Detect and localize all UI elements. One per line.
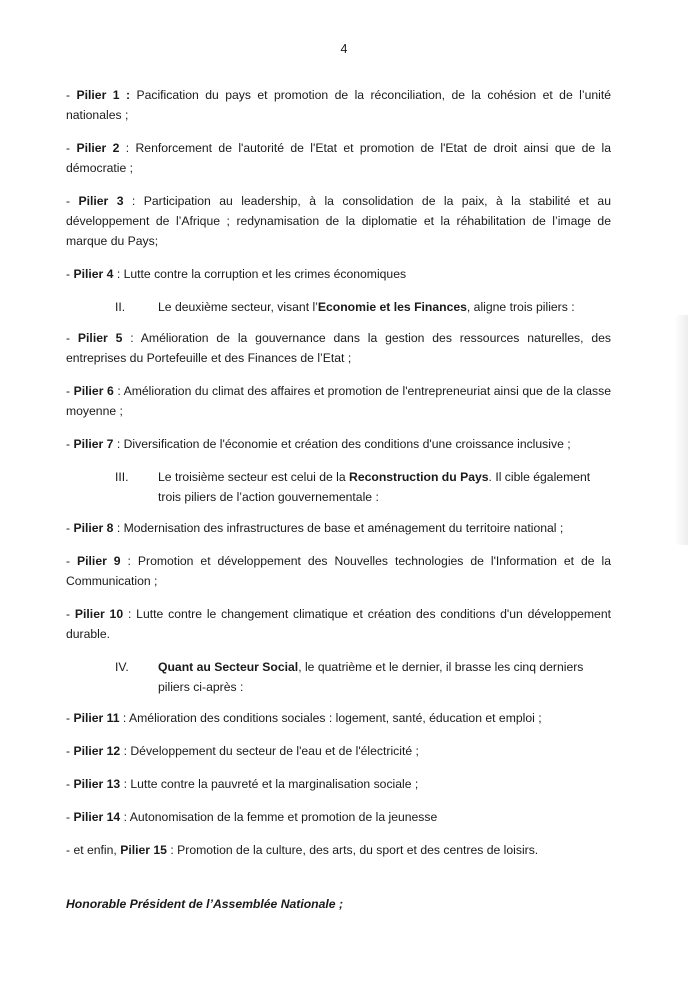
paragraph-pilier-10: - Pilier 10 : Lutte contre le changement climatique et création des conditions d'un développement durable. — [66, 607, 611, 641]
paragraph-pilier-5: - Pilier 5 : Amélioration de la gouvernance dans la gestion des ressources naturelles, des entreprises du Portefeuille et des Finances de l’Etat ; — [66, 331, 611, 365]
sector-number: IV. — [115, 660, 129, 674]
pilier-label: Pilier 8 — [73, 521, 114, 535]
pilier-label: Pilier 14 — [73, 810, 121, 824]
paragraph-pilier-13: - Pilier 13 : Lutte contre la pauvreté et la marginalisation sociale ; — [66, 777, 419, 791]
paragraph-pilier-11: - Pilier 11 : Amélioration des conditions sociales : logement, santé, éducation et emploi ; — [66, 711, 542, 725]
pilier-label: Pilier 3 — [78, 194, 124, 208]
sector-title: Economie et les Finances — [317, 300, 467, 314]
pilier-label: Pilier 6 — [73, 384, 114, 398]
sector-number: II. — [115, 300, 126, 314]
pilier-label: Pilier 1 : — [76, 88, 131, 102]
pilier-label: Pilier 4 — [73, 267, 114, 281]
document-body — [66, 85, 611, 927]
paragraph-pilier-12: - Pilier 12 : Développement du secteur de l'eau et de l'électricité ; — [66, 744, 419, 758]
sector-number: III. — [115, 470, 129, 484]
sector-title: Quant au Secteur Social — [158, 660, 299, 674]
pilier-label: Pilier 11 — [73, 711, 120, 725]
paragraph-pilier-3: - Pilier 3 : Participation au leadership, à la consolidation de la paix, à la stabilité et au développement de l’Afrique ; redynamisation de la diplomatie et la réhabilitation de l’image de marque du Pays; — [66, 194, 611, 248]
pilier-label: Pilier 5 — [77, 331, 123, 345]
pilier-label: Pilier 2 — [76, 141, 120, 155]
paragraph-pilier-4: - Pilier 4 : Lutte contre la corruption et les crimes économiques — [66, 267, 407, 281]
paragraph-pilier-7: - Pilier 7 : Diversification de l'économie et création des conditions d'une croissance inclusive ; — [66, 437, 571, 451]
sector-4-heading: IV. Quant au Secteur Social, le quatrième et le dernier, il brasse les cinq derniers piliers ci-après : — [66, 657, 611, 697]
pilier-label: Pilier 9 — [77, 554, 121, 568]
page-number: 4 — [340, 42, 348, 56]
sector-2-heading: II. Le deuxième secteur, visant l’Economie et les Finances, aligne trois piliers : — [66, 297, 611, 317]
sector-3-heading: III. Le troisième secteur est celui de la Reconstruction du Pays. Il cible également trois piliers de l’action gouvernementale : — [66, 467, 611, 507]
paragraph-pilier-8: - Pilier 8 : Modernisation des infrastructures de base et aménagement du territoire national ; — [66, 521, 564, 535]
pilier-label: Pilier 10 — [74, 607, 124, 621]
paragraph-pilier-1: - Pilier 1 : Pacification du pays et promotion de la réconciliation, de la cohésion et de l’unité nationales ; — [66, 88, 611, 122]
paragraph-pilier-9: - Pilier 9 : Promotion et développement des Nouvelles technologies de l'Information et de la Communication ; — [66, 554, 611, 588]
pilier-label: Pilier 15 — [120, 843, 167, 857]
paragraph-pilier-6: - Pilier 6 : Amélioration du climat des affaires et promotion de l'entrepreneuriat ainsi que de la classe moyenne ; — [66, 384, 611, 418]
sector-title: Reconstruction du Pays — [349, 470, 489, 484]
pilier-label: Pilier 13 — [73, 777, 121, 791]
pilier-label: Pilier 7 — [73, 437, 114, 451]
pilier-label: Pilier 12 — [73, 744, 121, 758]
paragraph-pilier-15: - et enfin, Pilier 15 : Promotion de la culture, des arts, du sport et des centres de loisirs. — [66, 843, 539, 857]
paragraph-pilier-14: - Pilier 14 : Autonomisation de la femme et promotion de la jeunesse — [66, 810, 438, 824]
closing-salutation: Honorable Président de l’Assemblée Nationale ; — [66, 897, 344, 911]
page-edge-shadow — [674, 315, 688, 545]
paragraph-pilier-2: - Pilier 2 : Renforcement de l'autorité de l'Etat et promotion de l'Etat de droit ainsi que de la démocratie ; — [66, 141, 611, 175]
